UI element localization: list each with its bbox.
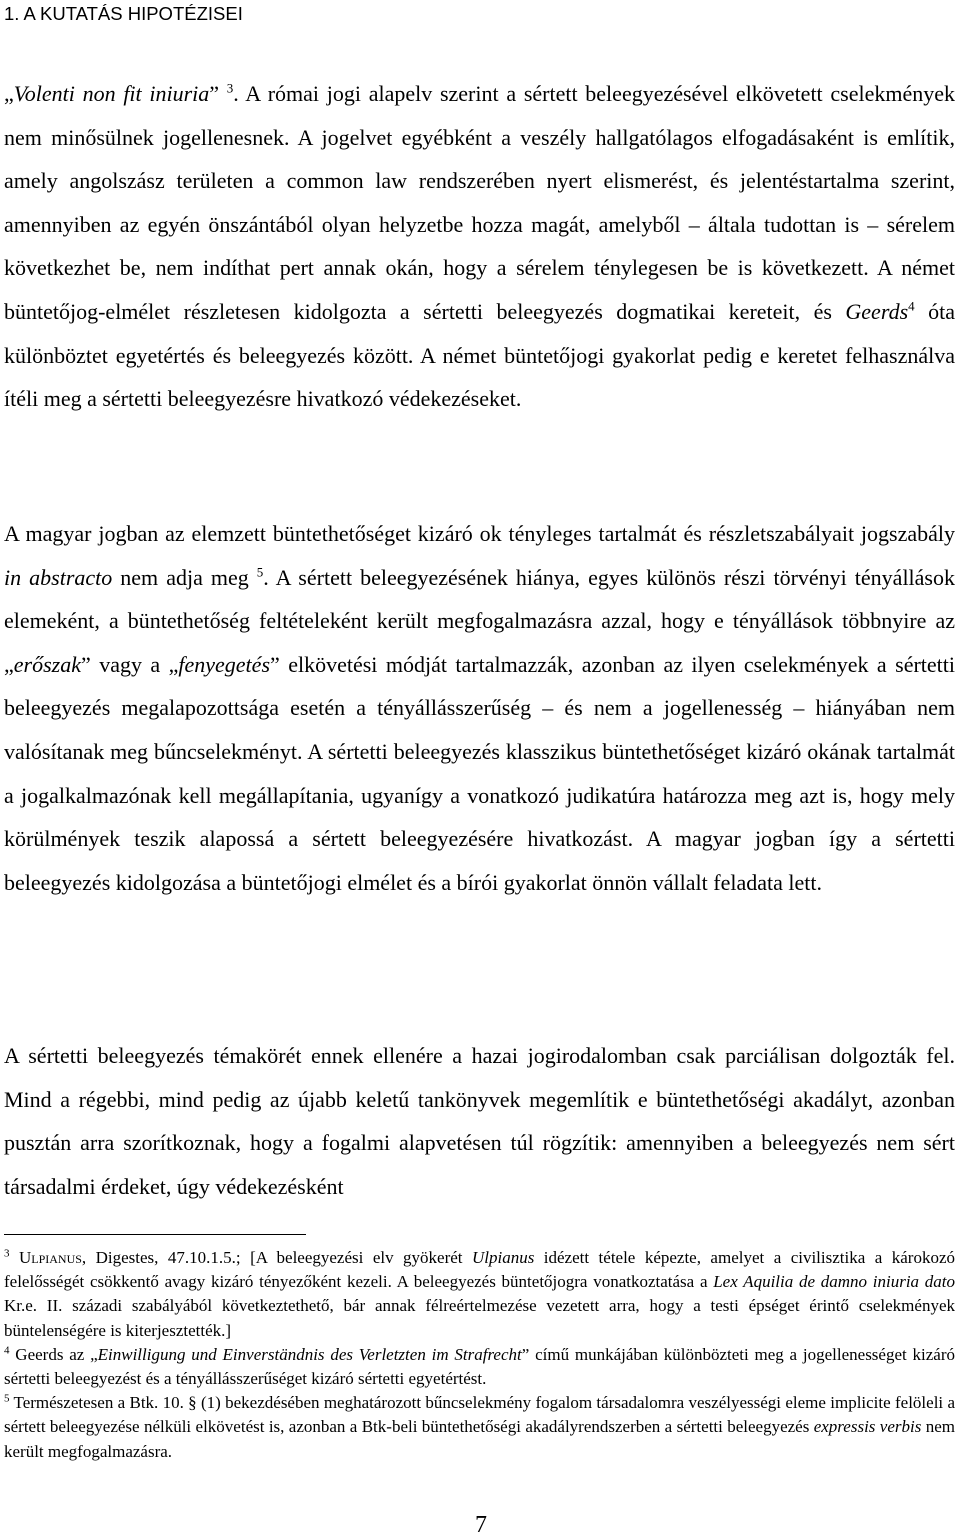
footnote-4 <box>4 1343 955 1391</box>
paragraph-2-text-c: . A sértett beleegyezésének hiánya, egyes különös részi törvényi tényállások elemeként, a büntethetőség feltételeként került megfogalmazásra azzal, hogy e tényállások többnyire az „ <box>4 564 955 677</box>
footnote-4-text-a: Geerds az „ <box>9 1344 98 1364</box>
paragraph-2-text-b: nem adja meg <box>112 564 249 590</box>
paragraph-2-text-a: A magyar jogban az elemzett büntethetőséget kizáró ok tényleges tartalmát és részletszabályait jogszabály <box>4 521 955 546</box>
author-geerds: Geerds <box>845 298 909 324</box>
footnote-5-text-b: nem került megfogalmazásra. <box>4 1417 955 1461</box>
in-abstracto: in abstracto <box>4 564 113 590</box>
footnote-3 <box>4 1246 955 1343</box>
footnote-5-expressis: expressis verbis <box>813 1417 922 1437</box>
paragraph-2-text-d: ” vagy a „ <box>80 651 179 677</box>
footnote-3-number: 3 <box>4 1247 10 1260</box>
paragraph-1-text: . A római jogi alapelv szerint a sértett beleegyezésével elkövetett cselekmények nem minősülnek jogellenesnek. A jogelvet egyébként a veszély hallgatólagos elfogadásaként is említik, amely angolszász területen a common law rendszerében nyert elismerést, és jelentéstartalma szerint, amennyiben az egyén önszántából olyan helyzetbe hozza magát, amelyből – általa tudottan is – sérelem következhet be, nem indíthat pert annak okán, hogy a sérelem ténylegesen be is következett. A német büntetőjog-elmélet részletesen kidolgozta a sértetti beleegyezés dogmatikai kereteit, és <box>4 81 956 324</box>
latin-maxim: Volenti non fit iniuria <box>13 81 210 106</box>
paragraph-2-text-e: ” elkövetési módját tartalmazzák, azonban az ilyen cselekmények a sértetti beleegyezés megalapozottsága esetén a tényállásszerűség – és nem a jogellenesség – hiányában nem valósítanak meg bűncselekményt. A sértetti beleegyezés klasszikus büntethetőséget kizáró okának tartalmát a jogalkalmazónak kell megállapítania, ugyanígy a vonatkozó judikatúra határozza meg azt is, hogy mely körülmények teszik alapossá a sértett beleegyezésére hivatkozást. A magyar jogban így a sértetti beleegyezés kidolgozása a büntetőjogi elmélet és a bírói gyakorlat önnön vállalt feladata lett. <box>4 651 955 895</box>
footnote-5-text-a: Természetesen a Btk. 10. § (1) bekezdésében meghatározott bűncselekmény fogalom társadalomra veszélyességi eleme implicite felöleli a sértett beleegyezése nélküli elkövetést is, azonban a Btk-beli büntethetőségi akadályrendszerben a sértetti beleegyezés <box>4 1393 955 1437</box>
footnote-3-ulpianus: Ulpianus <box>471 1248 535 1267</box>
footnote-4-title: Einwilligung und Einverständnis des Verletzten im Strafrecht <box>97 1344 522 1364</box>
footnote-3-text-c: Kr.e. II. századi szabályából következtethető, bár annak félreértelmezése vezetett arra, hogy a testi épséget érintő cselekmények büntelenségére is kiterjesztették.] <box>4 1296 955 1340</box>
footnote-5-number: 5 <box>4 1392 10 1405</box>
footnote-4-number: 4 <box>4 1344 10 1357</box>
footnote-ref-4[interactable]: 4 <box>908 298 915 314</box>
page-number: 7 <box>475 1512 487 1538</box>
footnote-ref-5[interactable]: 5 <box>256 564 264 580</box>
term-eroszak: erőszak <box>13 651 81 677</box>
quote-open: „ <box>4 81 14 106</box>
footnote-3-text-a: , Digestes, 47.10.1.5.; [A beleegyezési elv gyökerét <box>81 1248 472 1267</box>
footnotes <box>4 1246 955 1464</box>
footnote-3-lex: Lex Aquilia de damno iniuria dato <box>713 1272 955 1292</box>
quote-close: ” <box>209 81 220 106</box>
paragraph-3: A sértetti beleegyezés témakörét ennek ellenére a hazai jogirodalomban csak parciálisan dolgozták fel. Mind a régebbi, mind pedig az újabb keletű tankönyvek megemlítik e büntethetőségi akadályt, azonban pusztán arra szorítkoznak, hogy a fogalmi alapvetésen túl rögzítik: amennyiben a beleegyezés nem sért társadalmi érdeket, úgy védekezésként <box>4 1043 955 1199</box>
paragraph-2 <box>4 512 955 904</box>
paragraph-1 <box>4 72 955 421</box>
footnote-3-author: Ulpianus <box>18 1248 82 1267</box>
section-heading: 1. A KUTATÁS HIPOTÉZISEI <box>4 3 243 24</box>
term-fenyegetes: fenyegetés <box>178 651 270 677</box>
footnote-4-text-b: ” című munkájában különbözteti meg a jogellenességet kizáró sértetti beleegyezést és a tényállásszerűséget kizáró sértetti egyetértést. <box>4 1344 955 1389</box>
footnote-ref-3[interactable]: 3 <box>226 80 234 96</box>
footnote-3-text-b: idézett tétele képezte, amelyet a civilisztika a károkozó felelősségét csökkentő avagy kizáró tényezőként kezeli. A beleegyezés büntetőjogra vonatkoztatása a <box>4 1248 955 1292</box>
footnote-5 <box>4 1391 955 1464</box>
footnote-separator <box>4 1234 306 1235</box>
paragraph-1-text-2: óta különböztet egyetértés és beleegyezés között. A német büntetőjogi gyakorlat pedig e keretet felhasználva ítéli meg a sértetti beleegyezésre hivatkozó védekezéseket. <box>4 298 955 412</box>
